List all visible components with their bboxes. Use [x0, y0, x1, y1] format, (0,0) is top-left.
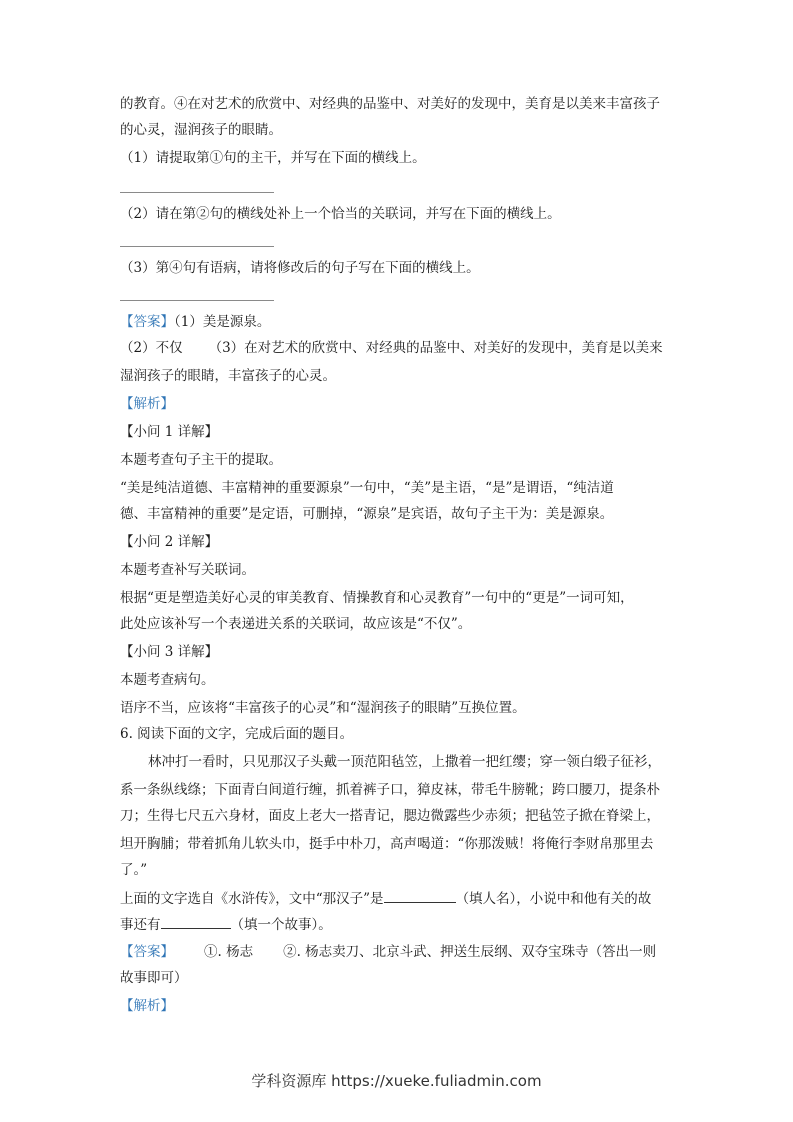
- passage-line: 林冲打一看时，只见那汉子头戴一顶范阳毡笠，上撒着一把红缨；穿一领白缎子征衫，: [148, 754, 661, 770]
- subquestion-tag: 【小问 2 详解】: [120, 534, 219, 550]
- answer-blank-line: [120, 300, 274, 301]
- fill-blank-line: [120, 914, 332, 935]
- answer-text: （3）在对艺术的欣赏中、对经典的品鉴中、对美好的发现中，美育是以美来: [208, 340, 663, 356]
- answer-text: 湿润孩子的眼睛，丰富孩子的心灵。: [120, 368, 336, 384]
- question-6: 6. 阅读下面的文字，完成后面的题目。: [120, 726, 354, 742]
- answer-text: ①. 杨志: [204, 944, 254, 960]
- fill-blank: [161, 914, 231, 929]
- analysis-tag: 【解析】: [120, 396, 174, 412]
- question-2: （2）请在第②句的横线处补上一个恰当的关联词，并写在下面的横线上。: [120, 206, 561, 222]
- analysis-tag: 【解析】: [120, 998, 174, 1014]
- text-line: 本题考查补写关联词。: [120, 562, 255, 578]
- answer-tag: 【答案】: [120, 314, 174, 330]
- text-line: 语序不当，应该将“丰富孩子的心灵”和“湿润孩子的眼睛”互换位置。: [120, 700, 526, 716]
- answer-blank-line: [120, 246, 274, 247]
- passage-line: 刀；生得七尺五六身材，面皮上老大一搭青记，腮边微露些少赤须；把毡笠子掀在脊梁上，: [120, 808, 660, 824]
- text-line: 的心灵，湿润孩子的眼睛。: [120, 122, 282, 138]
- question-3: （3）第④句有语病，请将修改后的句子写在下面的横线上。: [120, 260, 480, 276]
- subquestion-tag: 【小问 1 详解】: [120, 424, 219, 440]
- text-line: 此处应该补写一个表递进关系的关联词，故应该是“不仅”。: [120, 616, 472, 632]
- answer-text: ②. 杨志卖刀、北京斗武、押送生辰纲、双夺宝珠寺（答出一则: [283, 944, 657, 960]
- text-line: 根据“更是塑造美好心灵的审美教育、情操教育和心灵教育”一句中的“更是”一词可知，: [120, 590, 634, 606]
- answer-line: [120, 942, 656, 962]
- text-line: 的教育。④在对艺术的欣赏中、对经典的品鉴中、对美好的发现中，美育是以美来丰富孩子: [120, 96, 660, 112]
- text-segment: 上面的文字选自《水浒传》，文中“那汉子”是: [120, 891, 384, 907]
- footer-watermark: 学科资源库 https://xueke.fuliadmin.com: [251, 1072, 542, 1090]
- answer-text: （1）美是源泉。: [174, 314, 271, 330]
- answer-line: [120, 338, 663, 358]
- question-1: （1）请提取第①句的主干，并写在下面的横线上。: [120, 150, 426, 166]
- text-line: 本题考查病句。: [120, 672, 215, 688]
- fill-blank: [384, 888, 456, 903]
- text-line: 本题考查句子主干的提取。: [120, 452, 282, 468]
- answer-blank-line: [120, 192, 274, 193]
- fill-blank-line: [120, 888, 651, 909]
- text-line: “美是纯洁道德、丰富精神的重要源泉”一句中，“美”是主语，“是”是谓语，“纯洁道: [120, 480, 614, 496]
- answer-text: 故事即可）: [120, 970, 188, 986]
- text-segment: 事还有: [120, 917, 161, 933]
- text-segment: （填一个故事）。: [230, 917, 332, 933]
- text-line: 德、丰富精神的重要”是定语，可删掉，“源泉”是宾语，故句子主干为：美是源泉。: [120, 506, 614, 522]
- answer-text: （2）不仅: [120, 340, 183, 356]
- passage-line: 了。”: [120, 862, 148, 878]
- text-segment: （填人名），小说中和他有关的故: [455, 891, 652, 907]
- answer-line: [120, 312, 270, 332]
- subquestion-tag: 【小问 3 详解】: [120, 644, 219, 660]
- answer-tag: 【答案】: [120, 944, 174, 960]
- passage-line: 系一条纵线绦；下面青白间道行缠，抓着裤子口，獐皮袜，带毛牛膀靴；跨口腰刀，提条朴: [120, 782, 660, 798]
- passage-line: 坦开胸脯；带着抓角儿软头巾，挺手中朴刀，高声喝道：“你那泼贼！将俺行李财帛那里去: [120, 836, 654, 852]
